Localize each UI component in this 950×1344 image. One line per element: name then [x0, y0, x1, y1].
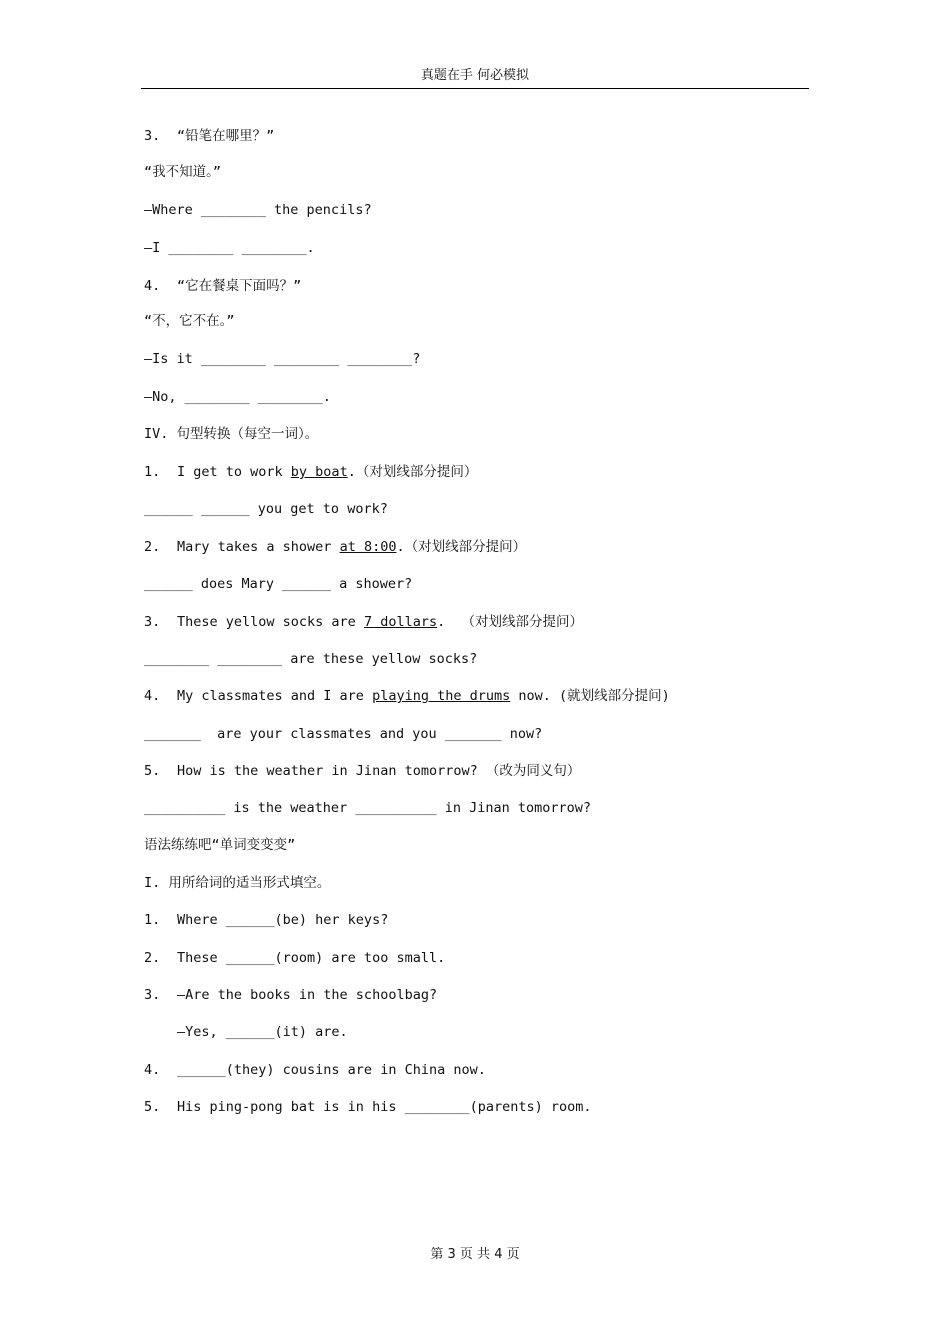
- question-number: 4.: [144, 1062, 161, 1078]
- grammar-item: [144, 1097, 592, 1117]
- transform-question: [144, 761, 580, 781]
- underlined-phrase: by boat: [290, 464, 348, 480]
- underlined-phrase: at 8:00: [339, 539, 397, 555]
- grammar-item: [144, 910, 388, 930]
- q3-english-answer: —I ________ ________.: [144, 240, 315, 256]
- transform-question: [144, 537, 526, 557]
- transform-answer: _______ are your classmates and you _______ now?: [144, 726, 543, 742]
- header-rule: [141, 88, 809, 89]
- transform-question: [144, 462, 477, 482]
- grammar-item-text: These ______(room) are too small.: [177, 950, 446, 966]
- question-instruction: .（对划线部分提问）: [347, 464, 478, 480]
- page-footer: 第 3 页 共 4 页: [430, 1247, 520, 1262]
- q4-english-question: —Is it ________ ________ ________?: [144, 351, 421, 367]
- question-number: 1.: [144, 912, 161, 928]
- grammar-item-text: ______(they) cousins are in China now.: [177, 1062, 486, 1078]
- question-instruction: . （对划线部分提问）: [437, 614, 583, 630]
- q4-chinese-question: [144, 276, 301, 296]
- question-text: My classmates and I are: [177, 688, 373, 704]
- question-text: I get to work: [177, 464, 291, 480]
- question-number: 3.: [144, 987, 161, 1003]
- q3-english-question: —Where ________ the pencils?: [144, 202, 372, 218]
- grammar-item-continuation: [144, 1022, 348, 1042]
- question-number: 2.: [144, 539, 161, 555]
- grammar-instruction: I. 用所给词的适当形式填空。: [144, 875, 331, 891]
- grammar-item-text: Where ______(be) her keys?: [177, 912, 389, 928]
- underlined-phrase: 7 dollars: [363, 614, 438, 630]
- q3-chinese-answer: “我不知道。”: [144, 164, 222, 180]
- transform-answer: ________ ________ are these yellow socks?: [144, 651, 478, 667]
- question-number: 1.: [144, 464, 161, 480]
- grammar-item-text: —Are the books in the schoolbag?: [177, 987, 438, 1003]
- question-instruction: .（对划线部分提问）: [396, 539, 527, 555]
- page-header: 真题在手 何必模拟: [420, 68, 530, 83]
- question-number: 4.: [144, 688, 161, 704]
- grammar-item-text: His ping-pong bat is in his ________(parents) room.: [177, 1099, 592, 1115]
- question-text: How is the weather in Jinan tomorrow? （改为同义句）: [177, 763, 581, 779]
- transform-answer: __________ is the weather __________ in Jinan tomorrow?: [144, 800, 592, 816]
- transform-question: [144, 686, 670, 706]
- transform-answer: ______ does Mary ______ a shower?: [144, 576, 413, 592]
- q4-english-answer: —No, ________ ________.: [144, 389, 331, 405]
- grammar-item: [144, 1060, 486, 1080]
- underlined-phrase: playing the drums: [372, 688, 511, 704]
- transform-question: [144, 612, 583, 632]
- question-text: Mary takes a shower: [177, 539, 340, 555]
- transform-answer: ______ ______ you get to work?: [144, 501, 388, 517]
- question-text: These yellow socks are: [177, 614, 364, 630]
- section-title: IV. 句型转换（每空一词）。: [144, 426, 319, 442]
- question-number: 4.: [144, 278, 161, 294]
- grammar-item: [144, 985, 437, 1005]
- question-number: 5.: [144, 1099, 161, 1115]
- question-number: 5.: [144, 763, 161, 779]
- q3-chinese-question: [144, 126, 274, 146]
- grammar-title: 语法练练吧“单词变变变”: [144, 837, 296, 853]
- q4-cn-q: “它在餐桌下面吗？”: [177, 278, 302, 294]
- grammar-item-text: —Yes, ______(it) are.: [177, 1024, 348, 1040]
- question-number: 3.: [144, 614, 161, 630]
- question-number: 2.: [144, 950, 161, 966]
- question-number: 3.: [144, 128, 161, 144]
- q4-chinese-answer: “不，它不在。”: [144, 313, 235, 329]
- q3-cn-q: “铅笔在哪里？”: [177, 128, 275, 144]
- question-instruction: now. (就划线部分提问): [510, 688, 670, 704]
- grammar-item: [144, 948, 445, 968]
